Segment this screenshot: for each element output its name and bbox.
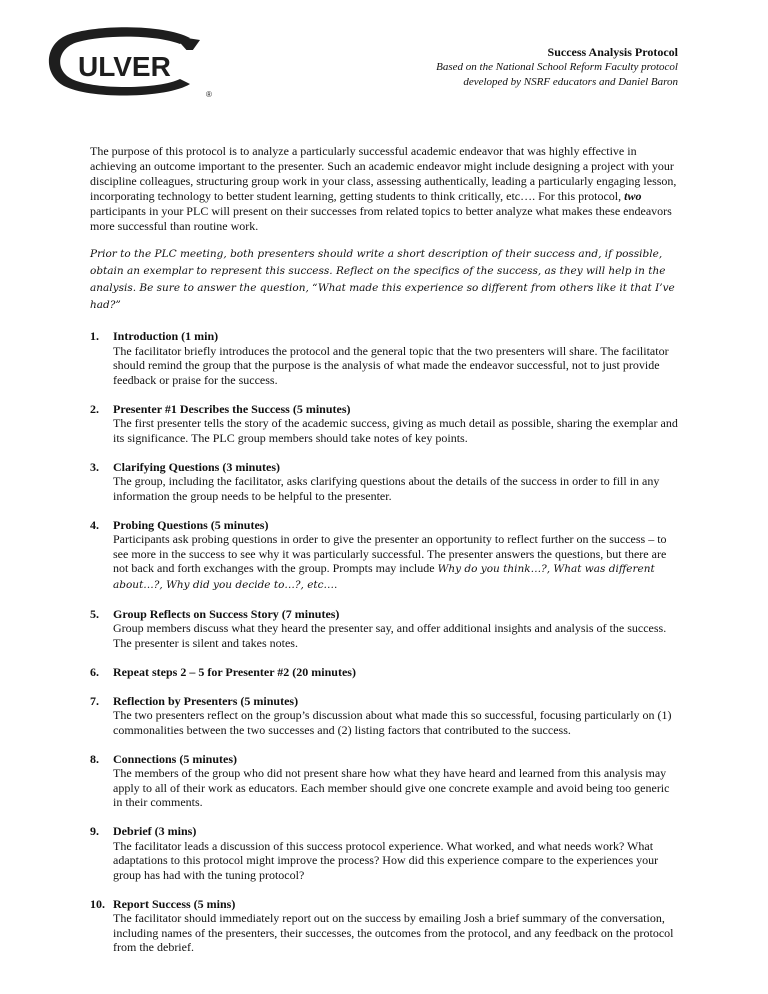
authors-note: developed by NSRF educators and Daniel Baron: [463, 76, 678, 88]
step-description-text: Participants ask probing questions in order to give the presenter an opportunity to reflect further on the success – to see more in the success to see why it was particularly successful. The presenter answers the questions, but there are not back and forth exchanges with the group. Prompts may include: [113, 532, 667, 575]
step-item: [90, 402, 680, 446]
step-item: [90, 694, 680, 738]
step-title: Repeat steps 2 – 5 for Presenter #2 (20 minutes): [113, 664, 356, 679]
culver-logo: [40, 24, 220, 100]
step-item: [90, 752, 680, 810]
purpose-text-2: participants in your PLC will present on their successes from related topics to better analyze what makes these endeavors more successful than routine work.: [90, 204, 672, 233]
step-prompts: Why do you think…?, What was different about…?, Why did you decide to…?, etc….: [113, 563, 655, 591]
step-item: [90, 518, 680, 593]
step-item: [90, 824, 680, 882]
step-number: 9.: [90, 824, 99, 838]
step-item: [90, 665, 680, 680]
preparation-note: Prior to the PLC meeting, both presenters should write a short description of their success and, if possible, obtain an exemplar to represent this success. Reflect on the specifics of the success, as they will help in the analysis. Be sure to answer the question, “What made this experience so different from others like it that I’ve had?”: [90, 248, 675, 311]
step-description: The two presenters reflect on the group’s discussion about what made this so successful, focusing particularly on (1) commonalities between the two successes and (2) listing factors that contributed to the success.: [113, 708, 672, 737]
purpose-emphasis: two: [624, 189, 642, 203]
document-body: [90, 144, 680, 969]
purpose-paragraph: [90, 144, 680, 234]
step-description: [113, 532, 680, 592]
step-number: 7.: [90, 693, 99, 708]
purpose-text-1: The purpose of this protocol is to analyze a particularly successful academic endeavor that was highly effective in achieving an outcome important to the presenter. Such an academic endeavor might include designing a project with your discipline colleagues, structuring group work in your class, assessing authentically, leading a particularly engaging lesson, incorporating technology to better student learning, getting students to think critically, etc…. For this protocol,: [90, 144, 677, 203]
step-number: 3.: [90, 459, 99, 474]
step-description: The facilitator leads a discussion of this success protocol experience. What worked, and what needs work? What adaptations to this protocol might improve the process? How did this experience compare to the experiences your group has had with the tuning protocol?: [113, 838, 659, 882]
step-title: Presenter #1 Describes the Success (5 minutes): [113, 401, 351, 416]
step-title: Connections (5 minutes): [113, 751, 238, 766]
step-number: 4.: [90, 517, 99, 532]
step-item: [90, 607, 680, 651]
step-description: The first presenter tells the story of the academic success, giving as much detail as possible, sharing the exemplar and its significance. The PLC group members should take notes of key points.: [113, 416, 678, 445]
step-title: Group Reflects on Success Story (7 minutes): [113, 606, 340, 621]
step-title: Report Success (5 mins): [113, 896, 236, 911]
step-item: [90, 329, 680, 387]
step-item: [90, 897, 680, 955]
step-description: The group, including the facilitator, asks clarifying questions about the details of the success in order to fill in any information the group needs to be helpful to the presenter.: [113, 474, 660, 503]
step-description: The facilitator should immediately report out on the success by emailing Josh a brief summary of the conversation, including names of the presenters, their successes, the outcomes from the protocol, and any feedback on the protocol from the debrief.: [113, 911, 674, 954]
step-title: Introduction (1 min): [113, 329, 219, 343]
step-description: The members of the group who did not present share how what they have heard and learned from this analysis may apply to all of their work as educators. Each member should give one concrete example and avoid being too generic in their comments.: [113, 766, 670, 809]
step-description: The facilitator briefly introduces the protocol and the general topic that the two presenters will share. The facilitator should remind the group that the purpose is the analysis of what made the endeavor successful, not to just provide feedback or praise for the success.: [113, 343, 669, 387]
step-number: 2.: [90, 401, 99, 416]
document-header: [436, 44, 678, 90]
step-title: Reflection by Presenters (5 minutes): [113, 693, 299, 708]
source-note: Based on the National School Reform Faculty protocol: [436, 61, 678, 73]
protocol-steps: [90, 329, 680, 955]
document-title: Success Analysis Protocol: [547, 45, 678, 59]
step-title: Debrief (3 mins): [113, 824, 197, 838]
step-description: Group members discuss what they heard the presenter say, and offer additional insights and analysis of the success. The presenter is silent and takes notes.: [113, 621, 667, 650]
step-title: Clarifying Questions (3 minutes): [113, 459, 281, 474]
step-number: 6.: [90, 664, 99, 679]
step-number: 8.: [90, 751, 99, 766]
logo-text: ULVER: [78, 51, 171, 82]
step-title: Probing Questions (5 minutes): [113, 517, 269, 532]
registered-mark: ®: [206, 90, 212, 99]
step-item: [90, 460, 680, 504]
step-number: 1.: [90, 329, 99, 343]
step-number: 10.: [90, 896, 105, 911]
step-number: 5.: [90, 606, 99, 621]
